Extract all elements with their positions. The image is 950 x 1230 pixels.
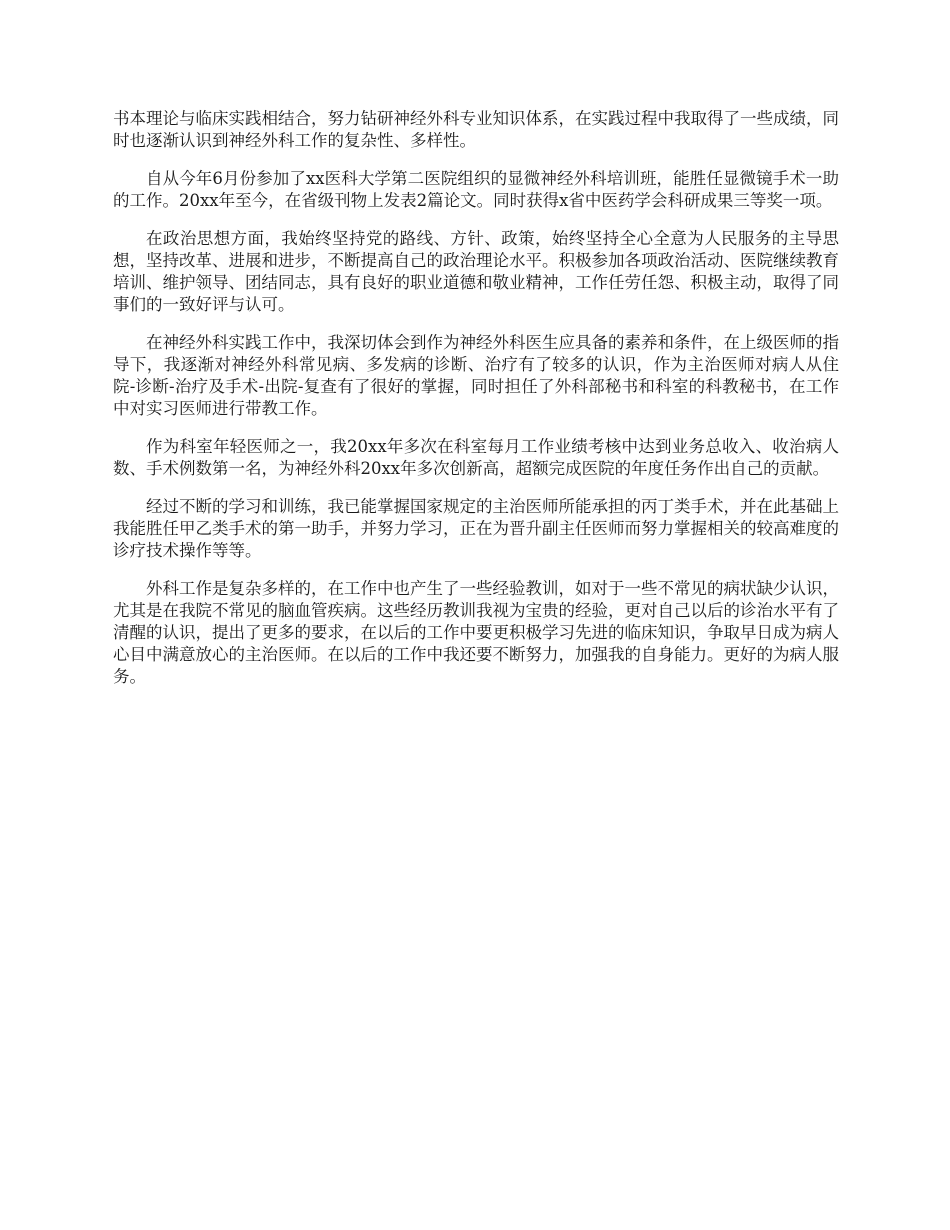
paragraph-4: 在神经外科实践工作中，我深切体会到作为神经外科医生应具备的素养和条件，在上级医师的指导下，我逐渐对神经外科常见病、多发病的诊断、治疗有了较多的认识，作为主治医师对病人从住院-诊断-治疗及手术-出院-复查有了很好的掌握，同时担任了外科部秘书和科室的科教秘书，在工作中对实习医师进行带教工作。 — [113, 333, 839, 418]
paragraph-7: 外科工作是复杂多样的，在工作中也产生了一些经验教训，如对于一些不常见的病状缺少认识，尤其是在我院不常见的脑血管疾病。这些经历教训我视为宝贵的经验，更对自己以后的诊治水平有了清醒的认识，提出了更多的要求，在以后的工作中要更积极学习先进的临床知识，争取早日成为病人心目中满意放心的主治医师。在以后的工作中我还要不断努力，加强我的自身能力。更好的为病人服务。 — [113, 579, 839, 686]
paragraph-5: 作为科室年轻医师之一，我20xx年多次在科室每月工作业绩考核中达到业务总收入、收治病人数、手术例数第一名，为神经外科20xx年多次创新高，超额完成医院的年度任务作出自己的贡献。 — [113, 437, 839, 478]
paragraph-2: 自从今年6月份参加了xx医科大学第二医院组织的显微神经外科培训班，能胜任显微镜手术一助的工作。20xx年至今，在省级刊物上发表2篇论文。同时获得x省中医药学会科研成果三等奖一项。 — [113, 169, 839, 210]
paragraph-1: 书本理论与临床实践相结合，努力钻研神经外科专业知识体系，在实践过程中我取得了一些成绩，同时也逐渐认识到神经外科工作的复杂性、多样性。 — [113, 109, 839, 150]
document-body — [113, 108, 839, 688]
paragraph-3: 在政治思想方面，我始终坚持党的路线、方针、政策，始终坚持全心全意为人民服务的主导思想，坚持改革、进展和进步，不断提高自己的政治理论水平。积极参加各项政治活动、医院继续教育培训、维护领导、团结同志，具有良好的职业道德和敬业精神，工作任劳任怨、积极主动，取得了同事们的一致好评与认可。 — [113, 229, 839, 314]
paragraph-6: 经过不断的学习和训练，我已能掌握国家规定的主治医师所能承担的丙丁类手术，并在此基础上我能胜任甲乙类手术的第一助手，并努力学习，正在为晋升副主任医师而努力掌握相关的较高难度的诊疗技术操作等等。 — [113, 497, 839, 560]
